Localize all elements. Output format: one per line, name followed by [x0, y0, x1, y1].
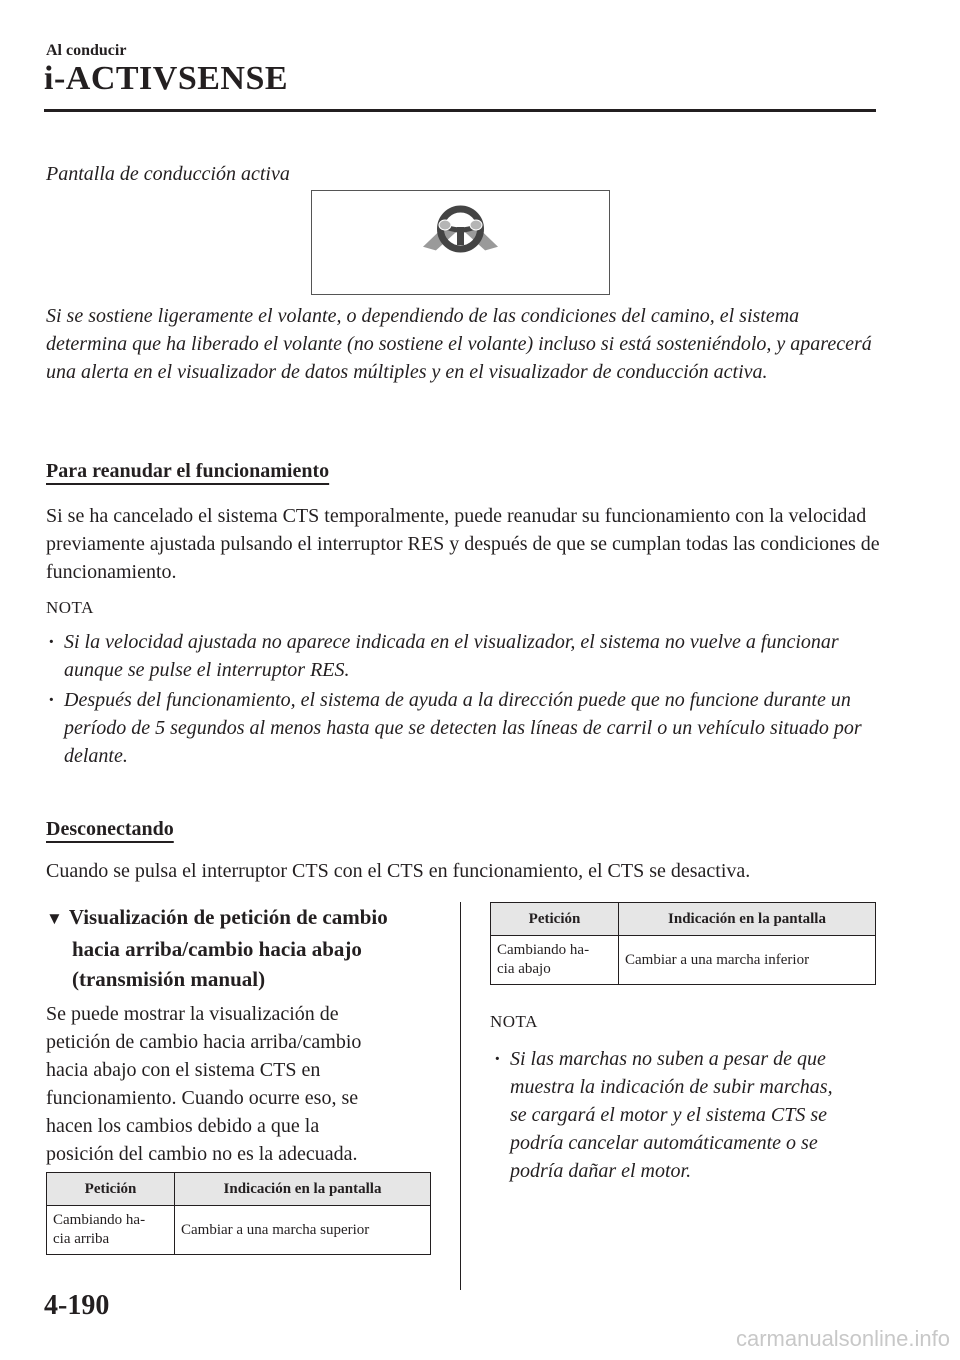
- section-label: Al conducir: [46, 42, 127, 59]
- upshift-table: [46, 1172, 431, 1255]
- table-row: [47, 1206, 431, 1255]
- disconnect-text: Cuando se pulsa el interruptor CTS con el CTS en funcionamiento, el CTS se desactiva.: [46, 860, 751, 882]
- table-row: [491, 936, 876, 985]
- shift-description: Se puede mostrar la visualización de petición de cambio hacia arriba/cambio hacia abajo con el sistema CTS en funcionamiento. Cuando ocurre eso, se hacen los cambios debido a que la posición del cambio no es la adecuada.: [46, 1003, 362, 1165]
- resume-text: Si se ha cancelado el sistema CTS temporalmente, puede reanudar su funcionamiento con la velocidad previamente ajustada pulsando el interruptor RES y después de que se cumplan todas las condiciones de funcionamiento.: [46, 505, 880, 583]
- resume-heading: Para reanudar el funcionamiento: [46, 460, 330, 482]
- indication-cell: Cambiar a una marcha inferior: [619, 936, 876, 985]
- column-divider: [460, 902, 461, 1290]
- figure-caption: Pantalla de conducción activa: [46, 163, 290, 185]
- chapter-title: i-ACTIVSENSE: [44, 60, 289, 97]
- triangle-icon: ▼: [46, 909, 63, 928]
- header-divider: [44, 109, 876, 112]
- steering-wheel-hands-icon: [312, 191, 609, 294]
- resume-notes: [46, 628, 876, 772]
- nota-label: NOTA: [490, 1012, 538, 1031]
- active-display-description: Si se sostiene ligeramente el volante, o dependiendo de las condiciones del camino, el sistema determina que ha liberado el volante (no sostiene el volante) incluso si está sosteniéndolo, y aparecerá una alerta en el visualizador de datos múltiples y en el visualizador de conducción activa.: [46, 305, 872, 383]
- note-item: · Después del funcionamiento, el sistema de ayuda a la dirección puede que no funcione durante un período de 5 segundos al menos hasta que se detecten las líneas de carril o un vehículo situado por delante.: [46, 686, 876, 770]
- table-header: Petición: [491, 903, 619, 936]
- table-header: Indicación en la pantalla: [619, 903, 876, 936]
- request-cell: Cambiando ha- cia abajo: [491, 936, 619, 985]
- watermark: carmanualsonline.info: [735, 1326, 950, 1351]
- request-cell: Cambiando ha- cia arriba: [47, 1206, 175, 1255]
- nota-label: NOTA: [46, 598, 94, 617]
- shift-note: · Si las marchas no suben a pesar de que muestra la indicación de subir marchas, se cargará el motor y el sistema CTS se podría cancelar automáticamente o se podría dañar el motor.: [494, 1048, 833, 1182]
- table-header: Petición: [47, 1173, 175, 1206]
- indication-cell: Cambiar a una marcha superior: [175, 1206, 431, 1255]
- table-header: Indicación en la pantalla: [175, 1173, 431, 1206]
- downshift-table: [490, 902, 876, 985]
- disconnect-heading: Desconectando: [46, 818, 174, 840]
- note-item: · Si la velocidad ajustada no aparece indicada en el visualizador, el sistema no vuelve a funcionar aunque se pulse el interruptor RES.: [46, 628, 876, 684]
- active-display-figure: [311, 190, 610, 295]
- page-number: 4-190: [44, 1290, 110, 1321]
- shift-heading: ▼ Visualización de petición de cambio hacia arriba/cambio hacia abajo (transmisión manual): [46, 905, 388, 991]
